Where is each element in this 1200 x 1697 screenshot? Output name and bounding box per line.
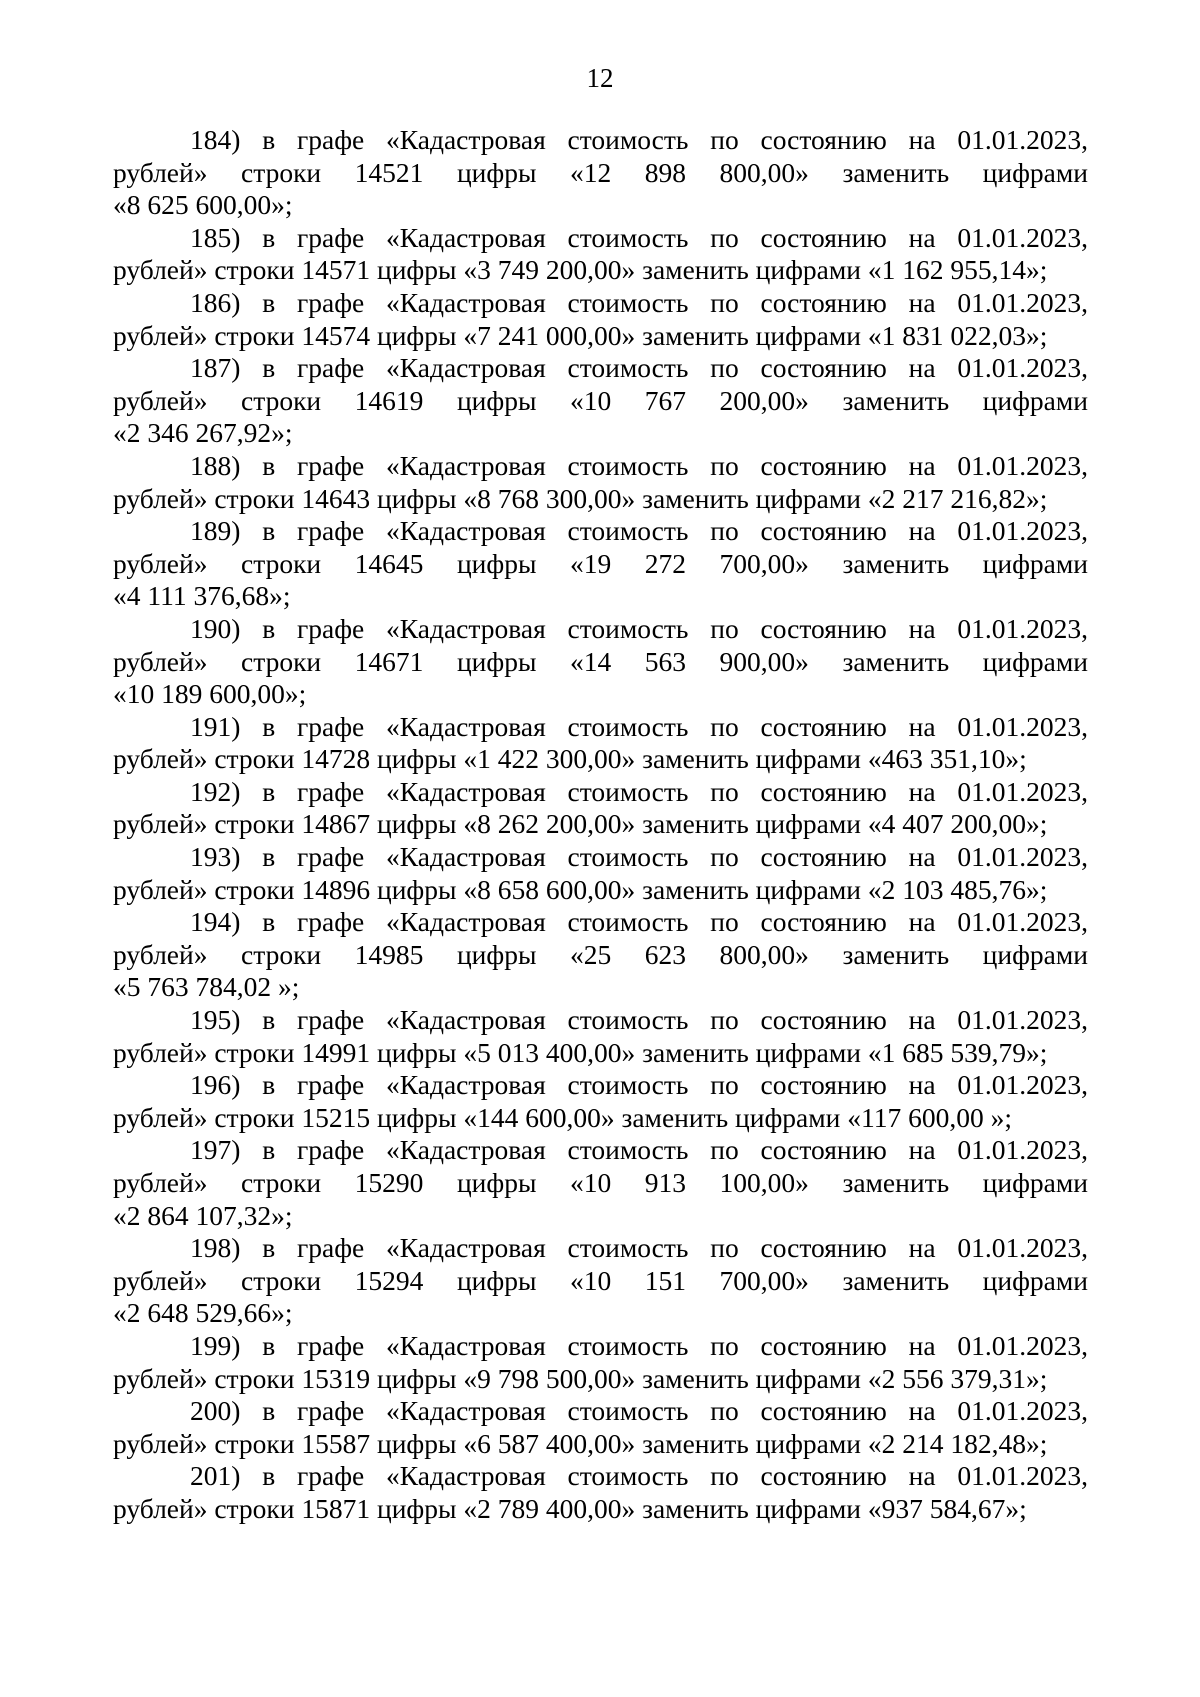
amendment-item-text-line: рублей» строки 15290 цифры «10 913 100,00» заменить цифрами <box>113 1167 1088 1198</box>
amendment-item-text-lead: 184) в графе «Кадастровая стоимость по состоянию на 01.01.2023, <box>190 124 1088 155</box>
amendment-item-text-line: рублей» строки 14574 цифры «7 241 000,00» заменить цифрами «1 831 022,03»; <box>113 319 1048 351</box>
amendment-item-text-line: рублей» строки 14619 цифры «10 767 200,00» заменить цифрами <box>113 384 1088 416</box>
amendment-item-text-lead: 189) в графе «Кадастровая стоимость по состоянию на 01.01.2023, <box>190 515 1088 547</box>
amendment-item-text-lead: 185) в графе «Кадастровая стоимость по состоянию на 01.01.2023, <box>190 221 1088 253</box>
amendment-item-text-line: рублей» строки 14991 цифры «5 013 400,00» заменить цифрами «1 685 539,79»; <box>113 1036 1048 1068</box>
amendment-item <box>113 287 1088 352</box>
amendment-item-text-line: рублей» строки 14521 цифры «12 898 800,00» заменить цифрами <box>113 156 1088 188</box>
amendment-item <box>113 222 1088 287</box>
amendment-item-text-line: рублей» строки 14867 цифры «8 262 200,00» заменить цифрами «4 407 200,00»; <box>113 808 1048 840</box>
amendment-item <box>113 1395 1088 1460</box>
amendment-item <box>113 906 1088 1004</box>
amendment-item-text-line: рублей» строки 15294 цифры «10 151 700,00» заменить цифрами <box>113 1264 1088 1296</box>
amendment-item <box>113 450 1088 515</box>
amendment-item <box>113 711 1088 776</box>
amendment-item <box>113 1330 1088 1395</box>
amendment-item-text-lead: 196) в графе «Кадастровая стоимость по состоянию на 01.01.2023, <box>190 1069 1088 1101</box>
amendment-item-text-lead: 199) в графе «Кадастровая стоимость по состоянию на 01.01.2023, <box>190 1329 1088 1361</box>
amendment-item-text-line: рублей» строки 15319 цифры «9 798 500,00» заменить цифрами «2 556 379,31»; <box>113 1362 1048 1394</box>
amendment-item-text-lead: 198) в графе «Кадастровая стоимость по состоянию на 01.01.2023, <box>190 1232 1088 1264</box>
amendment-item <box>113 1232 1088 1330</box>
amendment-item-text-lead: 192) в графе «Кадастровая стоимость по состоянию на 01.01.2023, <box>190 775 1088 807</box>
amendment-item-text-line: рублей» строки 14571 цифры «3 749 200,00» заменить цифрами «1 162 955,14»; <box>113 254 1048 286</box>
amendment-item-text-lead: 201) в графе «Кадастровая стоимость по состоянию на 01.01.2023, <box>190 1460 1088 1492</box>
amendment-item <box>113 1134 1088 1232</box>
amendment-item <box>113 613 1088 711</box>
amendment-item <box>113 776 1088 841</box>
amendment-item-text-line: «2 864 107,32»; <box>113 1199 293 1231</box>
amendment-item-text-lead: 193) в графе «Кадастровая стоимость по состоянию на 01.01.2023, <box>190 841 1088 873</box>
amendment-item-text-line: «2 346 267,92»; <box>113 417 293 449</box>
amendment-item-text-line: рублей» строки 15871 цифры «2 789 400,00» заменить цифрами «937 584,67»; <box>113 1492 1027 1524</box>
amendment-item-text-lead: 190) в графе «Кадастровая стоимость по состоянию на 01.01.2023, <box>190 612 1088 644</box>
amendment-item-text-line: рублей» строки 14671 цифры «14 563 900,00» заменить цифрами <box>113 645 1088 677</box>
amendment-item <box>113 352 1088 450</box>
document-body <box>113 124 1088 1526</box>
amendment-item <box>113 1004 1088 1069</box>
amendment-item-text-line: «5 763 784,02 »; <box>113 971 300 1003</box>
amendment-item-text-lead: 188) в графе «Кадастровая стоимость по состоянию на 01.01.2023, <box>190 449 1088 481</box>
amendment-item <box>113 124 1088 222</box>
amendment-item-text-lead: 194) в графе «Кадастровая стоимость по состоянию на 01.01.2023, <box>190 906 1088 938</box>
amendment-item-text-line: рублей» строки 14728 цифры «1 422 300,00» заменить цифрами «463 351,10»; <box>113 743 1027 775</box>
amendment-item-text-lead: 191) в графе «Кадастровая стоимость по состоянию на 01.01.2023, <box>190 710 1088 742</box>
amendment-item-text-lead: 197) в графе «Кадастровая стоимость по состоянию на 01.01.2023, <box>190 1134 1088 1166</box>
amendment-item-text-line: «8 625 600,00»; <box>113 189 293 221</box>
amendment-item-text-line: рублей» строки 15215 цифры «144 600,00» заменить цифрами «117 600,00 »; <box>113 1101 1012 1133</box>
amendment-item-text-line: «10 189 600,00»; <box>113 678 307 710</box>
amendment-item-text-line: рублей» строки 15587 цифры «6 587 400,00» заменить цифрами «2 214 182,48»; <box>113 1427 1048 1459</box>
amendment-item-text-line: рублей» строки 14985 цифры «25 623 800,00» заменить цифрами <box>113 938 1088 970</box>
amendment-item-text-lead: 187) в графе «Кадастровая стоимость по состоянию на 01.01.2023, <box>190 352 1088 384</box>
page-number: 12 <box>586 63 614 93</box>
amendment-item-text-line: рублей» строки 14896 цифры «8 658 600,00» заменить цифрами «2 103 485,76»; <box>113 873 1048 905</box>
amendment-item-text-lead: 195) в графе «Кадастровая стоимость по состоянию на 01.01.2023, <box>190 1004 1088 1036</box>
amendment-item <box>113 515 1088 613</box>
amendment-item <box>113 1069 1088 1134</box>
amendment-item-text-line: рублей» строки 14643 цифры «8 768 300,00» заменить цифрами «2 217 216,82»; <box>113 482 1048 514</box>
amendment-item <box>113 1460 1088 1525</box>
amendment-item-text-lead: 200) в графе «Кадастровая стоимость по состоянию на 01.01.2023, <box>190 1395 1088 1427</box>
amendment-item-text-line: «2 648 529,66»; <box>113 1297 293 1329</box>
amendment-item-text-line: рублей» строки 14645 цифры «19 272 700,00» заменить цифрами <box>113 547 1088 579</box>
amendment-item <box>113 841 1088 906</box>
amendment-item-text-line: «4 111 376,68»; <box>113 580 291 612</box>
amendment-item-text-lead: 186) в графе «Кадастровая стоимость по состоянию на 01.01.2023, <box>190 286 1088 318</box>
